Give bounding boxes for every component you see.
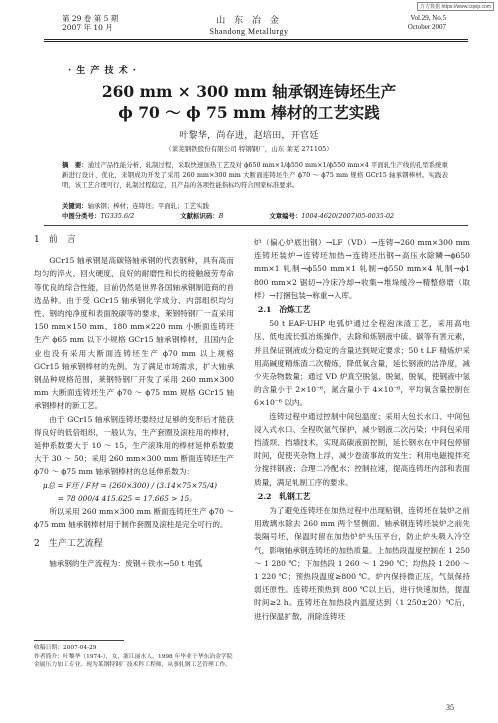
abstract-text: 通过产品性能分析、轧制过程，采取快速加热工艺及对 ϕ650 mm×1/ϕ550 mm×1/ϕ550 mm×4 平面轧生产线的孔型系统重新进行设计、优化，来钢成功开发了采用 260 mm×300 mm 大断面连铸坯生产 ϕ70 ～ ϕ75 mm 规格 GCr15 轴承钢棒材。实践表明，该工艺合理可行，轧制过程稳定，且产品的各项性能指标均符合国家标准要求。 [62, 161, 449, 189]
page-number: 35 [446, 703, 454, 712]
date-cn: 2007 年 10 月 [62, 23, 113, 32]
clc-label: 中图分类号： [62, 212, 101, 220]
doc-code: B [218, 212, 224, 220]
journal-name-cn: 山 东 冶 金 [216, 16, 282, 26]
keywords-text: 轴承钢；棒材；连铸坯；平面轧；工艺实践 [87, 202, 209, 210]
section-1-paragraph-3: 所以采用 260 mm×300 mm 断面连铸坯生产 ϕ70 ～ ϕ75 mm 轴承钢棒材用于制作套圈及滚柱是完全可行的。 [34, 507, 234, 530]
article-number-label: 文章编号： [269, 212, 302, 220]
section-2-2-paragraph-1: 为了避免连铸坯在加热过程中出现粘钢，连铸坯在装炉之前用玻璃水除去 260 mm 两个竖侧面。轴承钢连铸坯装炉之前先装隔号坯，保温时留在加热炉炉头压平台，防止炉头吸入冷空气，影响轴承钢连铸坯的加热质量。上加热段温度控制在 1 250 ～ 1 280 ℃；下加热段 1 260 ～ 1 290 ℃；均热段 1 200 ～ 1 220 ℃；预热段温度≥800 ℃。炉内保持微正压，气氛保持弱还原性。连铸坯预热到 800 ℃以上后，进行快速加热，提温时间≥2 h。连铸坯在加热段内温度达到（1 250±20）℃后，进行保温扩散，消除连铸坯 [254, 506, 470, 621]
issue-cn: 第 29 卷 第 5 期 [62, 14, 119, 23]
author-list: 叶黎华，尚存进，赵培田，开官廷 [179, 131, 319, 141]
abstract-label: 摘 要： [62, 161, 88, 169]
keywords-label: 关键词： [62, 202, 88, 210]
section-2-1-paragraph-1: 50 t EAF-UHP 电弧炉通过全程泡沫渣工艺，采用高电压、低电流长弧冶炼操作，去除和炼钢液中硫、碳等有害元素，并且保证钢液成分稳定的含量达到规定要求；50 t LF 精炼炉采用高碱度精炼渣二次精炼，降低氧含量，延长钢液的洁净度，减少夹杂物数量；通过 VD 炉真空脱氢、脱氮、脱氧，使钢液中氢的含量小于 2×10⁻⁶，氮含量小于 4×10⁻⁶，平均氧含量控制在 6×10⁻⁶ 以内。 [254, 319, 470, 408]
section-1-paragraph-2: 由于 GCr15 轴承钢连铸坯要经过足够的变形后才能获得良好的低倍组织，一般认为，生产套圈及滚柱用的棒材，延伸系数要大于 10 ～ 15，生产滚珠用的棒材延伸系数要大于 30 ～ 50；采用 260 mm×300 mm 断面连铸坯生产 ϕ70 ～ ϕ75 mm 轴承钢棒材的总延伸系数为： [34, 414, 234, 477]
abstract-rule [44, 225, 468, 226]
paper-title-line-2: ϕ 70 ～ ϕ 75 mm 棒材的工艺实践 [118, 103, 380, 122]
url-stamp: 万方数据 https://www.cqvip.com [417, 2, 494, 11]
running-header-right [408, 14, 446, 32]
date-en: October 2007 [407, 23, 446, 31]
header-rule-thin [44, 41, 468, 42]
classification-line [62, 211, 448, 220]
received-date: 收稿日期：2007-04-29 [34, 645, 97, 651]
clc-number: TG335.6/2 [100, 212, 135, 220]
footnote [34, 644, 234, 670]
section-2-1-paragraph-2: 连铸过程中通过控制中间包温度；采用大包长水口、中间包浸入式水口、全程吹氩气保护，减少钢液二次污染；中间包采用挡渣坝、挡墙技术，实现高碳液面控制，延长钢水在中间包停留时间，促使夹杂物上浮，减少卷渣事故的发生；利用电磁搅拌充分搅拌钢液；合理二冷配水；控制拉速，提高连铸坯内部和表面质量，满足轧制工序的要求。 [254, 411, 470, 487]
abstract [62, 160, 448, 190]
doc-code-label: 文献标识码： [180, 212, 219, 220]
section-2-2-heading: 2.2 轧钢工艺 [257, 491, 311, 501]
journal-name-en: Shandong Metallurgy [209, 27, 289, 36]
affiliation: （莱芜钢铁股份有限公司 特钢钢厂，山东 莱芜 271105） [165, 145, 333, 153]
author-bio: 作者简介：叶黎华（1974-），女，浙江丽水人，1998 年毕业于华东冶金学院金属压力加工专业。现为莱钢特钢厂技术科工程师，从事轧钢工艺管理工作。 [34, 653, 233, 669]
issue-en: Vol.29, No.5 [410, 14, 446, 22]
section-tag: · 生 产 技 术 · [68, 66, 137, 76]
paper-title-line-1: 260 mm × 300 mm 轴承钢连铸坯生产 [101, 82, 397, 101]
keywords [62, 201, 448, 210]
right-column [254, 236, 470, 623]
section-1-heading: 1 前 言 [34, 235, 76, 245]
section-2-heading: 2 生产工艺流程 [34, 539, 103, 550]
footnote-rule [34, 640, 124, 641]
section-1-paragraph-1: GCr15 轴承钢是高碳铬轴承钢的代表钢种，具有高而均匀的淬火、回火硬度，良好的耐磨性和长的接触疲劳寿命等优良的综合性能，目前仍然是世界各国轴承钢制造商的首选品种。由于受 GCr15 轴承钢化学成分、内部组织均匀性、钢的纯净度和表面脱碳等的要求，莱钢特钢厂一直采用 150 mm×150 mm、180 mm×220 mm 小断面连铸坯生产 ϕ65 mm 以下小规格 GCr15 轴承钢棒材，且国内企业也没有采用大断面连铸坯生产 ϕ70 mm 以上规格 GCr15 轴承钢棒材的先例。为了满足市场需求，扩大轴承钢品种规格范围，莱钢特钢厂开发了采用 260 mm×300 mm 大断面连铸坯生产 ϕ70 ～ ϕ75 mm 规格 GCr15 轴承钢棒材的新工艺。 [34, 256, 234, 411]
article-number: 1004-4620(2007)05-0035-02 [301, 212, 395, 220]
header-rule-thick [44, 39, 468, 40]
section-2-paragraph-1: 轴承钢的生产流程为：废钢＋铁水→50 t 电弧 [49, 558, 203, 568]
formula-line-1: μ总 = F坯 / F材 = (260×300) / (3.14×75×75/4) [42, 480, 218, 490]
formula-line-2: = 78 000/4 415.625 = 17.665 > 15。 [57, 493, 197, 503]
left-column [34, 232, 234, 570]
section-2-1-heading: 2.1 冶炼工艺 [257, 305, 311, 315]
process-flow-paragraph: 炉（偏心炉底出钢）→LF（VD）→连铸→260 mm×300 mm 连铸坯装炉→连铸坯加热→连铸坯出钢→高压水除鳞→ϕ650 mm×1 轧制→ϕ550 mm×1 轧制→ϕ550 mm×4 轧制→ϕ1 800 mm×2 锯切→冷床冷却→收集→堆垛缓冷→精整修磨（取样）→打捆包装→称重→入库。 [254, 238, 470, 300]
